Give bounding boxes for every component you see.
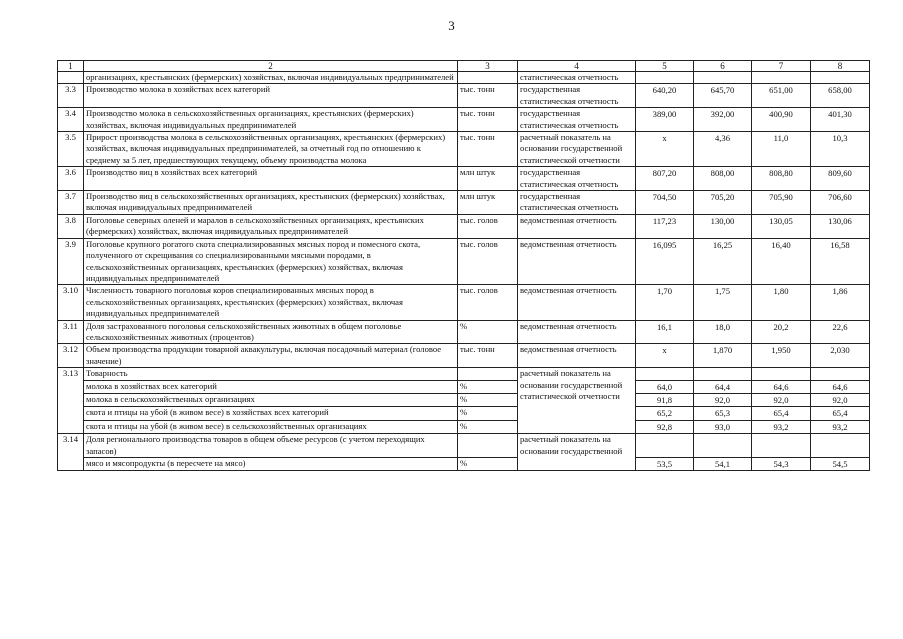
column-header: 1: [58, 61, 84, 72]
value-cell: 809,60: [811, 167, 870, 191]
column-header: 4: [518, 61, 636, 72]
value-cell: [636, 368, 694, 380]
unit-cell: %: [458, 320, 518, 344]
unit-cell: [458, 434, 518, 458]
value-cell: 93,2: [811, 420, 870, 433]
value-cell: 1,75: [694, 285, 752, 320]
table-subrow: [58, 420, 870, 433]
value-cell: 1,70: [636, 285, 694, 320]
value-cell: 705,90: [752, 191, 811, 215]
table-row: [58, 167, 870, 191]
table-row: [58, 84, 870, 108]
value-cell: [811, 368, 870, 380]
column-header: 5: [636, 61, 694, 72]
source-cell: ведомственная отчетность: [518, 344, 636, 368]
value-cell: 64,6: [811, 380, 870, 393]
row-number: 3.10: [58, 285, 84, 320]
value-cell: 65,2: [636, 407, 694, 420]
source-cell: ведомственная отчетность: [518, 214, 636, 238]
value-cell: [752, 434, 811, 458]
row-number: 3.13: [58, 368, 84, 434]
value-cell: 130,05: [752, 214, 811, 238]
source-cell: государственная статистическая отчетность: [518, 167, 636, 191]
row-number: 3.7: [58, 191, 84, 215]
indicator-name: Численность товарного поголовья коров специализированных мясных пород в сельскохозяйственных организациях, крестьянских (фермерских) хозяйствах, включая индивидуальных предпринимателей: [84, 285, 458, 320]
value-cell: 20,2: [752, 320, 811, 344]
indicator-name: Производство яиц в сельскохозяйственных организациях, крестьянских (фермерских) хозяйствах, включая индивидуальных предпринимателей: [84, 191, 458, 215]
sub-indicator-name: скота и птицы на убой (в живом весе) в сельскохозяйственных организациях: [84, 420, 458, 433]
source-cell: государственная статистическая отчетность: [518, 108, 636, 132]
table-row: [58, 320, 870, 344]
value-cell: [811, 434, 870, 458]
unit-cell: млн штук: [458, 167, 518, 191]
value-cell: [694, 72, 752, 84]
row-number: 3.14: [58, 434, 84, 471]
table-row: [58, 191, 870, 215]
unit-cell: тыс. голов: [458, 285, 518, 320]
value-cell: 10,3: [811, 132, 870, 167]
value-cell: 16,095: [636, 238, 694, 285]
unit-cell: %: [458, 380, 518, 393]
value-cell: 401,30: [811, 108, 870, 132]
column-header: 2: [84, 61, 458, 72]
value-cell: 706,60: [811, 191, 870, 215]
unit-cell: тыс. тонн: [458, 84, 518, 108]
table-subrow: [58, 380, 870, 393]
value-cell: 92,0: [811, 393, 870, 406]
value-cell: 16,58: [811, 238, 870, 285]
unit-cell: тыс. тонн: [458, 108, 518, 132]
indicator-name: Производство молока в хозяйствах всех категорий: [84, 84, 458, 108]
row-number: [58, 72, 84, 84]
sub-indicator-name: молока в хозяйствах всех категорий: [84, 380, 458, 393]
source-cell: расчетный показатель на основании государственной: [518, 434, 636, 471]
indicator-name: Товарность: [84, 368, 458, 380]
value-cell: 807,20: [636, 167, 694, 191]
value-cell: 65,3: [694, 407, 752, 420]
row-number: 3.8: [58, 214, 84, 238]
value-cell: 2,030: [811, 344, 870, 368]
value-cell: 808,00: [694, 167, 752, 191]
value-cell: 92,8: [636, 420, 694, 433]
value-cell: 658,00: [811, 84, 870, 108]
value-cell: [694, 368, 752, 380]
table-row: [58, 238, 870, 285]
value-cell: 65,4: [752, 407, 811, 420]
unit-cell: %: [458, 407, 518, 420]
value-cell: 808,80: [752, 167, 811, 191]
value-cell: 1,870: [694, 344, 752, 368]
value-cell: 130,00: [694, 214, 752, 238]
unit-cell: тыс. тонн: [458, 344, 518, 368]
source-cell: государственная статистическая отчетность: [518, 84, 636, 108]
column-header: 6: [694, 61, 752, 72]
value-cell: 53,5: [636, 458, 694, 471]
value-cell: 91,8: [636, 393, 694, 406]
unit-cell: %: [458, 393, 518, 406]
sub-indicator-name: скота и птицы на убой (в живом весе) в хозяйствах всех категорий: [84, 407, 458, 420]
value-cell: 64,6: [752, 380, 811, 393]
value-cell: 645,70: [694, 84, 752, 108]
unit-cell: тыс. голов: [458, 238, 518, 285]
value-cell: [636, 434, 694, 458]
indicator-name: Доля регионального производства товаров в общем объеме ресурсов (с учетом переходящих запасов): [84, 434, 458, 458]
value-cell: 1,950: [752, 344, 811, 368]
indicator-name: Доля застрахованного поголовья сельскохозяйственных животных в общем поголовье сельскохозяйственных животных (процентов): [84, 320, 458, 344]
value-cell: 93,2: [752, 420, 811, 433]
unit-cell: тыс. тонн: [458, 132, 518, 167]
unit-cell: млн штук: [458, 191, 518, 215]
table-header-row: [58, 61, 870, 72]
table-row: [58, 368, 870, 380]
value-cell: 18,0: [694, 320, 752, 344]
value-cell: 4,36: [694, 132, 752, 167]
value-cell: [694, 434, 752, 458]
value-cell: [752, 72, 811, 84]
source-cell: государственная статистическая отчетность: [518, 191, 636, 215]
table-row: [58, 434, 870, 458]
row-number: 3.12: [58, 344, 84, 368]
value-cell: 117,23: [636, 214, 694, 238]
unit-cell: %: [458, 420, 518, 433]
value-cell: 54,1: [694, 458, 752, 471]
value-cell: 704,50: [636, 191, 694, 215]
sub-indicator-name: молока в сельскохозяйственных организациях: [84, 393, 458, 406]
table-row: [58, 132, 870, 167]
value-cell: 640,20: [636, 84, 694, 108]
sub-indicator-name: мясо и мясопродукты (в пересчете на мясо): [84, 458, 458, 471]
unit-cell: тыс. голов: [458, 214, 518, 238]
value-cell: 54,5: [811, 458, 870, 471]
source-cell: расчетный показатель на основании государственной статистической отчетности: [518, 132, 636, 167]
value-cell: 11,0: [752, 132, 811, 167]
value-cell: 16,40: [752, 238, 811, 285]
value-cell: 64,4: [694, 380, 752, 393]
value-cell: 1,86: [811, 285, 870, 320]
value-cell: х: [636, 132, 694, 167]
table-row: [58, 285, 870, 320]
row-number: 3.3: [58, 84, 84, 108]
value-cell: 64,0: [636, 380, 694, 393]
value-cell: 16,25: [694, 238, 752, 285]
table-subrow: [58, 407, 870, 420]
value-cell: 1,80: [752, 285, 811, 320]
unit-cell: %: [458, 458, 518, 471]
value-cell: [636, 72, 694, 84]
indicators-table: [57, 60, 870, 471]
value-cell: 92,0: [752, 393, 811, 406]
value-cell: 392,00: [694, 108, 752, 132]
table-row: [58, 108, 870, 132]
unit-cell: [458, 368, 518, 380]
unit-cell: [458, 72, 518, 84]
row-number: 3.6: [58, 167, 84, 191]
source-cell: ведомственная отчетность: [518, 238, 636, 285]
indicator-name: Поголовье крупного рогатого скота специализированных мясных пород и помесного скота, полученного от скрещивания со специализированными мясными породами, в сельскохозяйственных организациях, крестьянских (фермерских) хозяйствах, включая индивидуальных предпринимателей: [84, 238, 458, 285]
table-subrow: [58, 393, 870, 406]
table-subrow: [58, 458, 870, 471]
table-row: [58, 72, 870, 84]
indicator-name: Прирост производства молока в сельскохозяйственных организациях, крестьянских (фермерских) хозяйствах, включая индивидуальных предпринимателей, за отчетный год по отношению к среднему за 5 лет, предшествующих текущему, объему производства молока: [84, 132, 458, 167]
value-cell: 65,4: [811, 407, 870, 420]
value-cell: 705,20: [694, 191, 752, 215]
source-cell: расчетный показатель на основании государственной статистической отчетности: [518, 368, 636, 434]
indicator-name: Объем производства продукции товарной аквакультуры, включая посадочный материал (головое значение): [84, 344, 458, 368]
indicator-name: Производство яиц в хозяйствах всех категорий: [84, 167, 458, 191]
column-header: 3: [458, 61, 518, 72]
value-cell: 389,00: [636, 108, 694, 132]
value-cell: х: [636, 344, 694, 368]
page-number: 3: [448, 18, 455, 33]
column-header: 8: [811, 61, 870, 72]
table-row: [58, 214, 870, 238]
table-row: [58, 344, 870, 368]
column-header: 7: [752, 61, 811, 72]
value-cell: [811, 72, 870, 84]
indicator-name: Производство молока в сельскохозяйственных организациях, крестьянских (фермерских) хозяйствах, включая индивидуальных предпринимателей: [84, 108, 458, 132]
value-cell: 92,0: [694, 393, 752, 406]
indicator-name: организациях, крестьянских (фермерских) хозяйствах, включая индивидуальных предпринимателей: [84, 72, 458, 84]
value-cell: 400,90: [752, 108, 811, 132]
source-cell: ведомственная отчетность: [518, 285, 636, 320]
value-cell: 22,6: [811, 320, 870, 344]
row-number: 3.11: [58, 320, 84, 344]
source-cell: статистическая отчетность: [518, 72, 636, 84]
value-cell: 651,00: [752, 84, 811, 108]
row-number: 3.9: [58, 238, 84, 285]
row-number: 3.5: [58, 132, 84, 167]
value-cell: [752, 368, 811, 380]
value-cell: 130,06: [811, 214, 870, 238]
row-number: 3.4: [58, 108, 84, 132]
value-cell: 16,1: [636, 320, 694, 344]
value-cell: 93,0: [694, 420, 752, 433]
source-cell: ведомственная отчетность: [518, 320, 636, 344]
indicator-name: Поголовье северных оленей и маралов в сельскохозяйственных организациях, крестьянских (фермерских) хозяйствах, включая индивидуальных предпринимателей: [84, 214, 458, 238]
value-cell: 54,3: [752, 458, 811, 471]
